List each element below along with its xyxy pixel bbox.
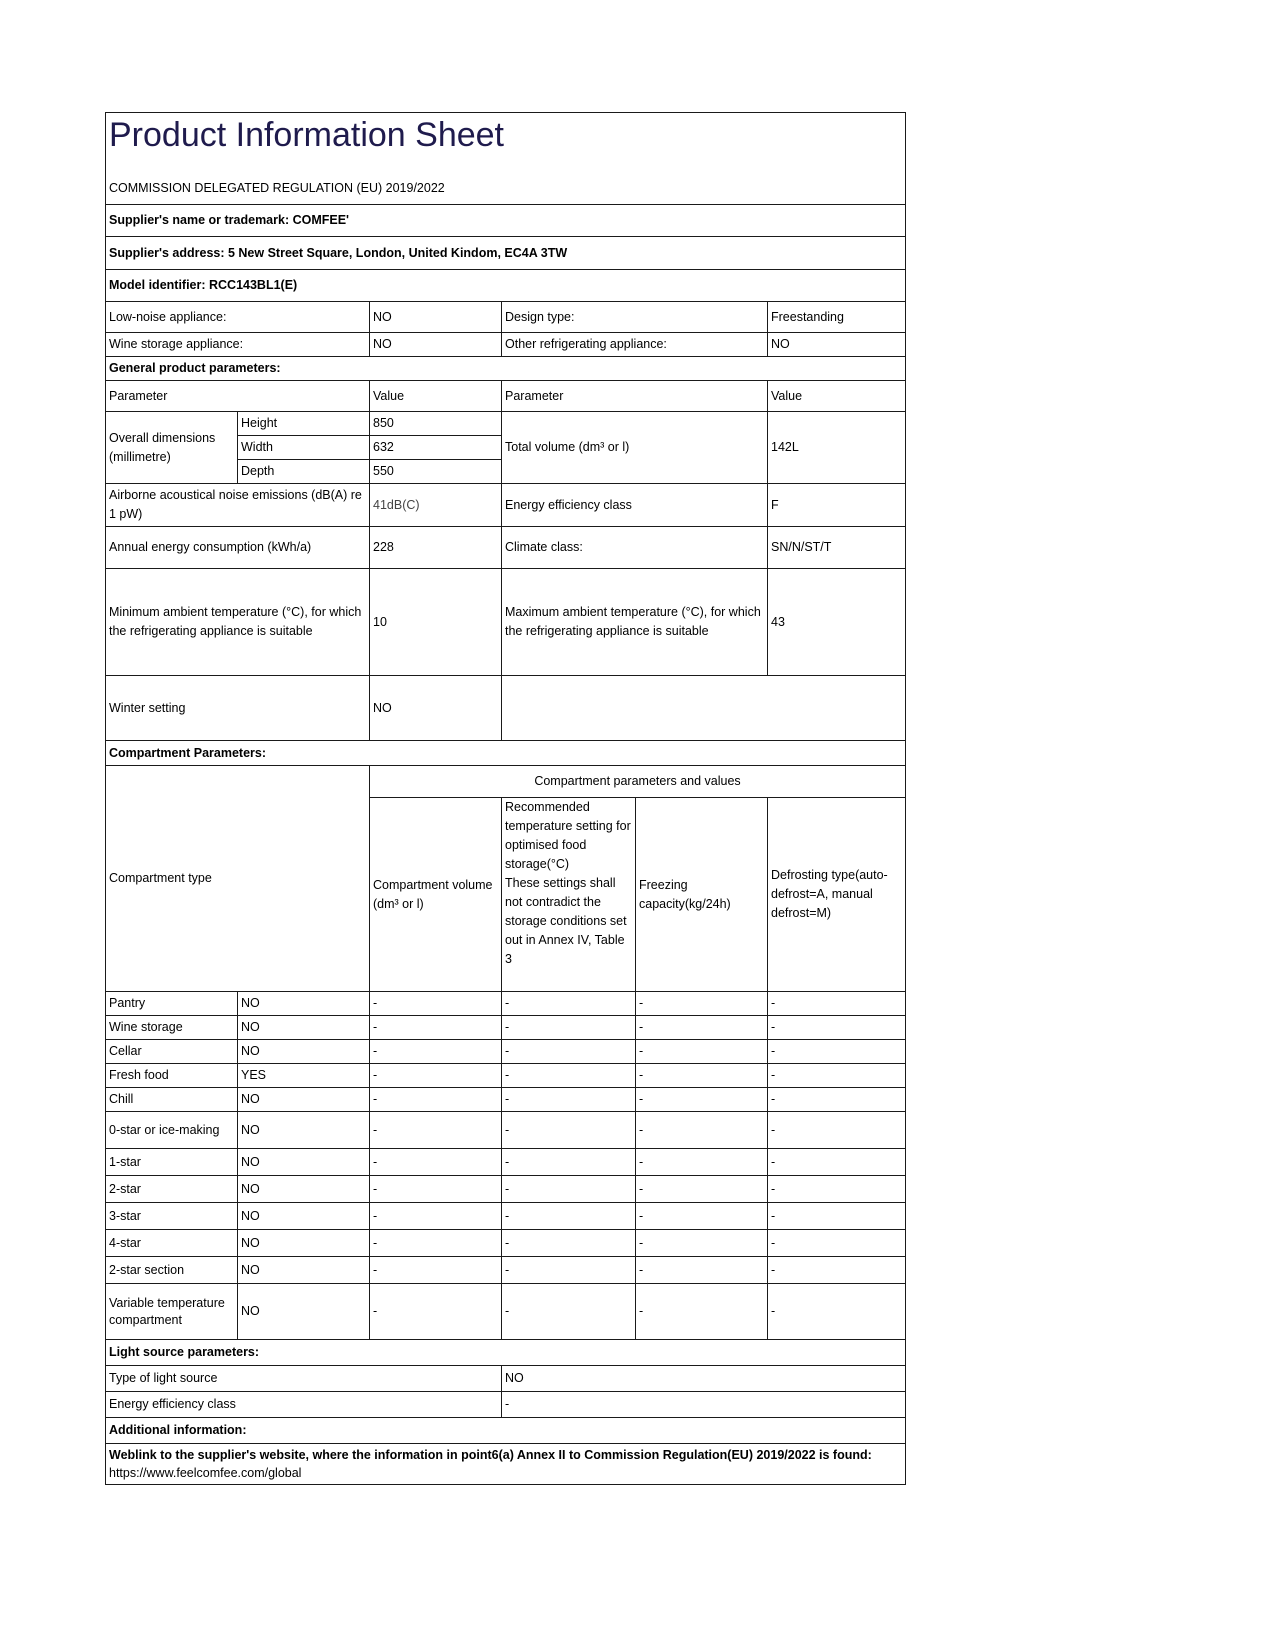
compartment-present: NO [238,1040,370,1064]
general-parameters-heading: General product parameters: [106,357,906,381]
light-energy-class-value: - [502,1392,906,1418]
parameter-column-header-2: Parameter [502,381,768,412]
compartment-name: 3-star [106,1203,238,1230]
compartment-present: NO [238,1088,370,1112]
freezing-capacity-header: Freezing capacity(kg/24h) [636,798,768,992]
compartment-temp: - [502,1064,636,1088]
supplier-address: Supplier's address: 5 New Street Square, London, United Kindom, EC4A 3TW [106,237,906,270]
annual-energy-value: 228 [370,527,502,569]
compartment-temp: - [502,992,636,1016]
compartment-type-header: Compartment type [106,766,370,992]
compartment-temp: - [502,1176,636,1203]
defrosting-type-header: Defrosting type(auto-defrost=A, manual defrost=M) [768,798,906,992]
light-source-heading: Light source parameters: [106,1340,906,1366]
compartment-name: Fresh food [106,1064,238,1088]
value-column-header-2: Value [768,381,906,412]
table-row [106,1112,906,1149]
regulation-reference: COMMISSION DELEGATED REGULATION (EU) 2019/2022 [109,181,445,195]
compartment-freezing: - [636,992,768,1016]
compartment-volume: - [370,1149,502,1176]
compartment-present: NO [238,1149,370,1176]
page-title: Product Information Sheet [109,116,505,154]
recommended-temp-header-line-1: Recommended temperature setting for optimised food storage(°C) [505,800,631,871]
compartment-defrost: - [768,1112,906,1149]
compartment-freezing: - [636,1088,768,1112]
compartment-temp: - [502,1203,636,1230]
compartment-volume: - [370,1284,502,1340]
compartment-volume: - [370,1203,502,1230]
design-type-label: Design type: [502,302,768,333]
compartment-present: NO [238,992,370,1016]
table-row [106,1064,906,1088]
overall-dimensions-label: Overall dimensions (millimetre) [106,412,238,484]
winter-setting-label: Winter setting [106,676,370,741]
compartment-defrost: - [768,1257,906,1284]
light-type-value: NO [502,1366,906,1392]
compartment-present: NO [238,1112,370,1149]
height-value: 850 [370,412,502,436]
weblink-cell [106,1444,906,1485]
table-row [106,1149,906,1176]
compartment-present: NO [238,1284,370,1340]
additional-information-heading: Additional information: [106,1418,906,1444]
product-information-sheet [105,112,906,1485]
compartment-parameters-heading: Compartment Parameters: [106,741,906,766]
compartment-name: Pantry [106,992,238,1016]
compartment-volume-header: Compartment volume (dm³ or l) [370,798,502,992]
compartment-name: 1-star [106,1149,238,1176]
table-row [106,1176,906,1203]
compartment-defrost: - [768,1230,906,1257]
compartment-freezing: - [636,1040,768,1064]
compartment-volume: - [370,1112,502,1149]
table-row [106,1040,906,1064]
compartment-volume: - [370,1064,502,1088]
compartment-temp: - [502,1016,636,1040]
compartment-volume: - [370,992,502,1016]
light-type-label: Type of light source [106,1366,502,1392]
compartment-freezing: - [636,1064,768,1088]
compartment-volume: - [370,1088,502,1112]
annual-energy-label: Annual energy consumption (kWh/a) [106,527,370,569]
compartment-name: 2-star [106,1176,238,1203]
compartment-name: Cellar [106,1040,238,1064]
compartment-temp: - [502,1040,636,1064]
compartment-name: Variable temperature compartment [106,1284,238,1340]
compartment-volume: - [370,1040,502,1064]
table-row [106,1203,906,1230]
recommended-temp-header-line-2: These settings shall not contradict the storage conditions set out in Annex IV, Table 3 [505,876,627,966]
compartment-defrost: - [768,1016,906,1040]
weblink-url[interactable]: https://www.feelcomfee.com/global [109,1466,302,1480]
value-column-header: Value [370,381,502,412]
climate-class-value: SN/N/ST/T [768,527,906,569]
climate-class-label: Climate class: [502,527,768,569]
compartment-name: 0-star or ice-making [106,1112,238,1149]
other-refrigerating-label: Other refrigerating appliance: [502,333,768,357]
compartment-defrost: - [768,1088,906,1112]
height-label: Height [238,412,370,436]
winter-setting-value: NO [370,676,502,741]
compartment-defrost: - [768,1284,906,1340]
energy-class-value: F [768,484,906,527]
compartment-group-header: Compartment parameters and values [370,766,906,798]
noise-emissions-label: Airborne acoustical noise emissions (dB(A) re 1 pW) [106,484,370,527]
total-volume-label: Total volume (dm³ or l) [502,412,768,484]
compartment-present: NO [238,1230,370,1257]
compartment-defrost: - [768,1064,906,1088]
compartment-freezing: - [636,1284,768,1340]
low-noise-label: Low-noise appliance: [106,302,370,333]
compartment-temp: - [502,1149,636,1176]
table-row [106,1088,906,1112]
depth-value: 550 [370,460,502,484]
compartment-present: NO [238,1016,370,1040]
other-refrigerating-value: NO [768,333,906,357]
compartment-freezing: - [636,1203,768,1230]
compartment-defrost: - [768,1176,906,1203]
compartment-temp: - [502,1112,636,1149]
table-row [106,992,906,1016]
parameter-column-header: Parameter [106,381,370,412]
compartment-name: Wine storage [106,1016,238,1040]
table-row [106,1257,906,1284]
compartment-freezing: - [636,1016,768,1040]
width-value: 632 [370,436,502,460]
table-row [106,1230,906,1257]
model-identifier: Model identifier: RCC143BL1(E) [106,270,906,302]
total-volume-value: 142L [768,412,906,484]
sheet-header [106,113,906,205]
compartment-temp: - [502,1230,636,1257]
compartment-volume: - [370,1176,502,1203]
width-label: Width [238,436,370,460]
compartment-name: 4-star [106,1230,238,1257]
compartment-rows [106,992,906,1340]
compartment-defrost: - [768,1149,906,1176]
compartment-defrost: - [768,1040,906,1064]
noise-emissions-value: 41dB(C) [370,484,502,527]
compartment-present: NO [238,1176,370,1203]
compartment-volume: - [370,1230,502,1257]
min-ambient-temp-value: 10 [370,569,502,676]
compartment-freezing: - [636,1176,768,1203]
compartment-freezing: - [636,1112,768,1149]
design-type-value: Freestanding [768,302,906,333]
compartment-defrost: - [768,1203,906,1230]
supplier-name: Supplier's name or trademark: COMFEE' [106,205,906,237]
recommended-temp-header [502,798,636,992]
compartment-volume: - [370,1257,502,1284]
light-energy-class-label: Energy efficiency class [106,1392,502,1418]
low-noise-value: NO [370,302,502,333]
table-row [106,1284,906,1340]
compartment-freezing: - [636,1257,768,1284]
compartment-temp: - [502,1088,636,1112]
compartment-defrost: - [768,992,906,1016]
max-ambient-temp-value: 43 [768,569,906,676]
min-ambient-temp-label: Minimum ambient temperature (°C), for which the refrigerating appliance is suitable [106,569,370,676]
weblink-label: Weblink to the supplier's website, where the information in point6(a) Annex II to Commission Regulation(EU) 2019/2022 is found: [109,1448,872,1462]
compartment-freezing: - [636,1230,768,1257]
compartment-name: Chill [106,1088,238,1112]
compartment-present: NO [238,1203,370,1230]
compartment-present: NO [238,1257,370,1284]
max-ambient-temp-label: Maximum ambient temperature (°C), for which the refrigerating appliance is suitable [502,569,768,676]
empty-cell [502,676,906,741]
compartment-freezing: - [636,1149,768,1176]
compartment-temp: - [502,1257,636,1284]
wine-storage-appliance-value: NO [370,333,502,357]
compartment-name: 2-star section [106,1257,238,1284]
compartment-volume: - [370,1016,502,1040]
table-row [106,1016,906,1040]
depth-label: Depth [238,460,370,484]
compartment-present: YES [238,1064,370,1088]
compartment-temp: - [502,1284,636,1340]
wine-storage-appliance-label: Wine storage appliance: [106,333,370,357]
energy-class-label: Energy efficiency class [502,484,768,527]
